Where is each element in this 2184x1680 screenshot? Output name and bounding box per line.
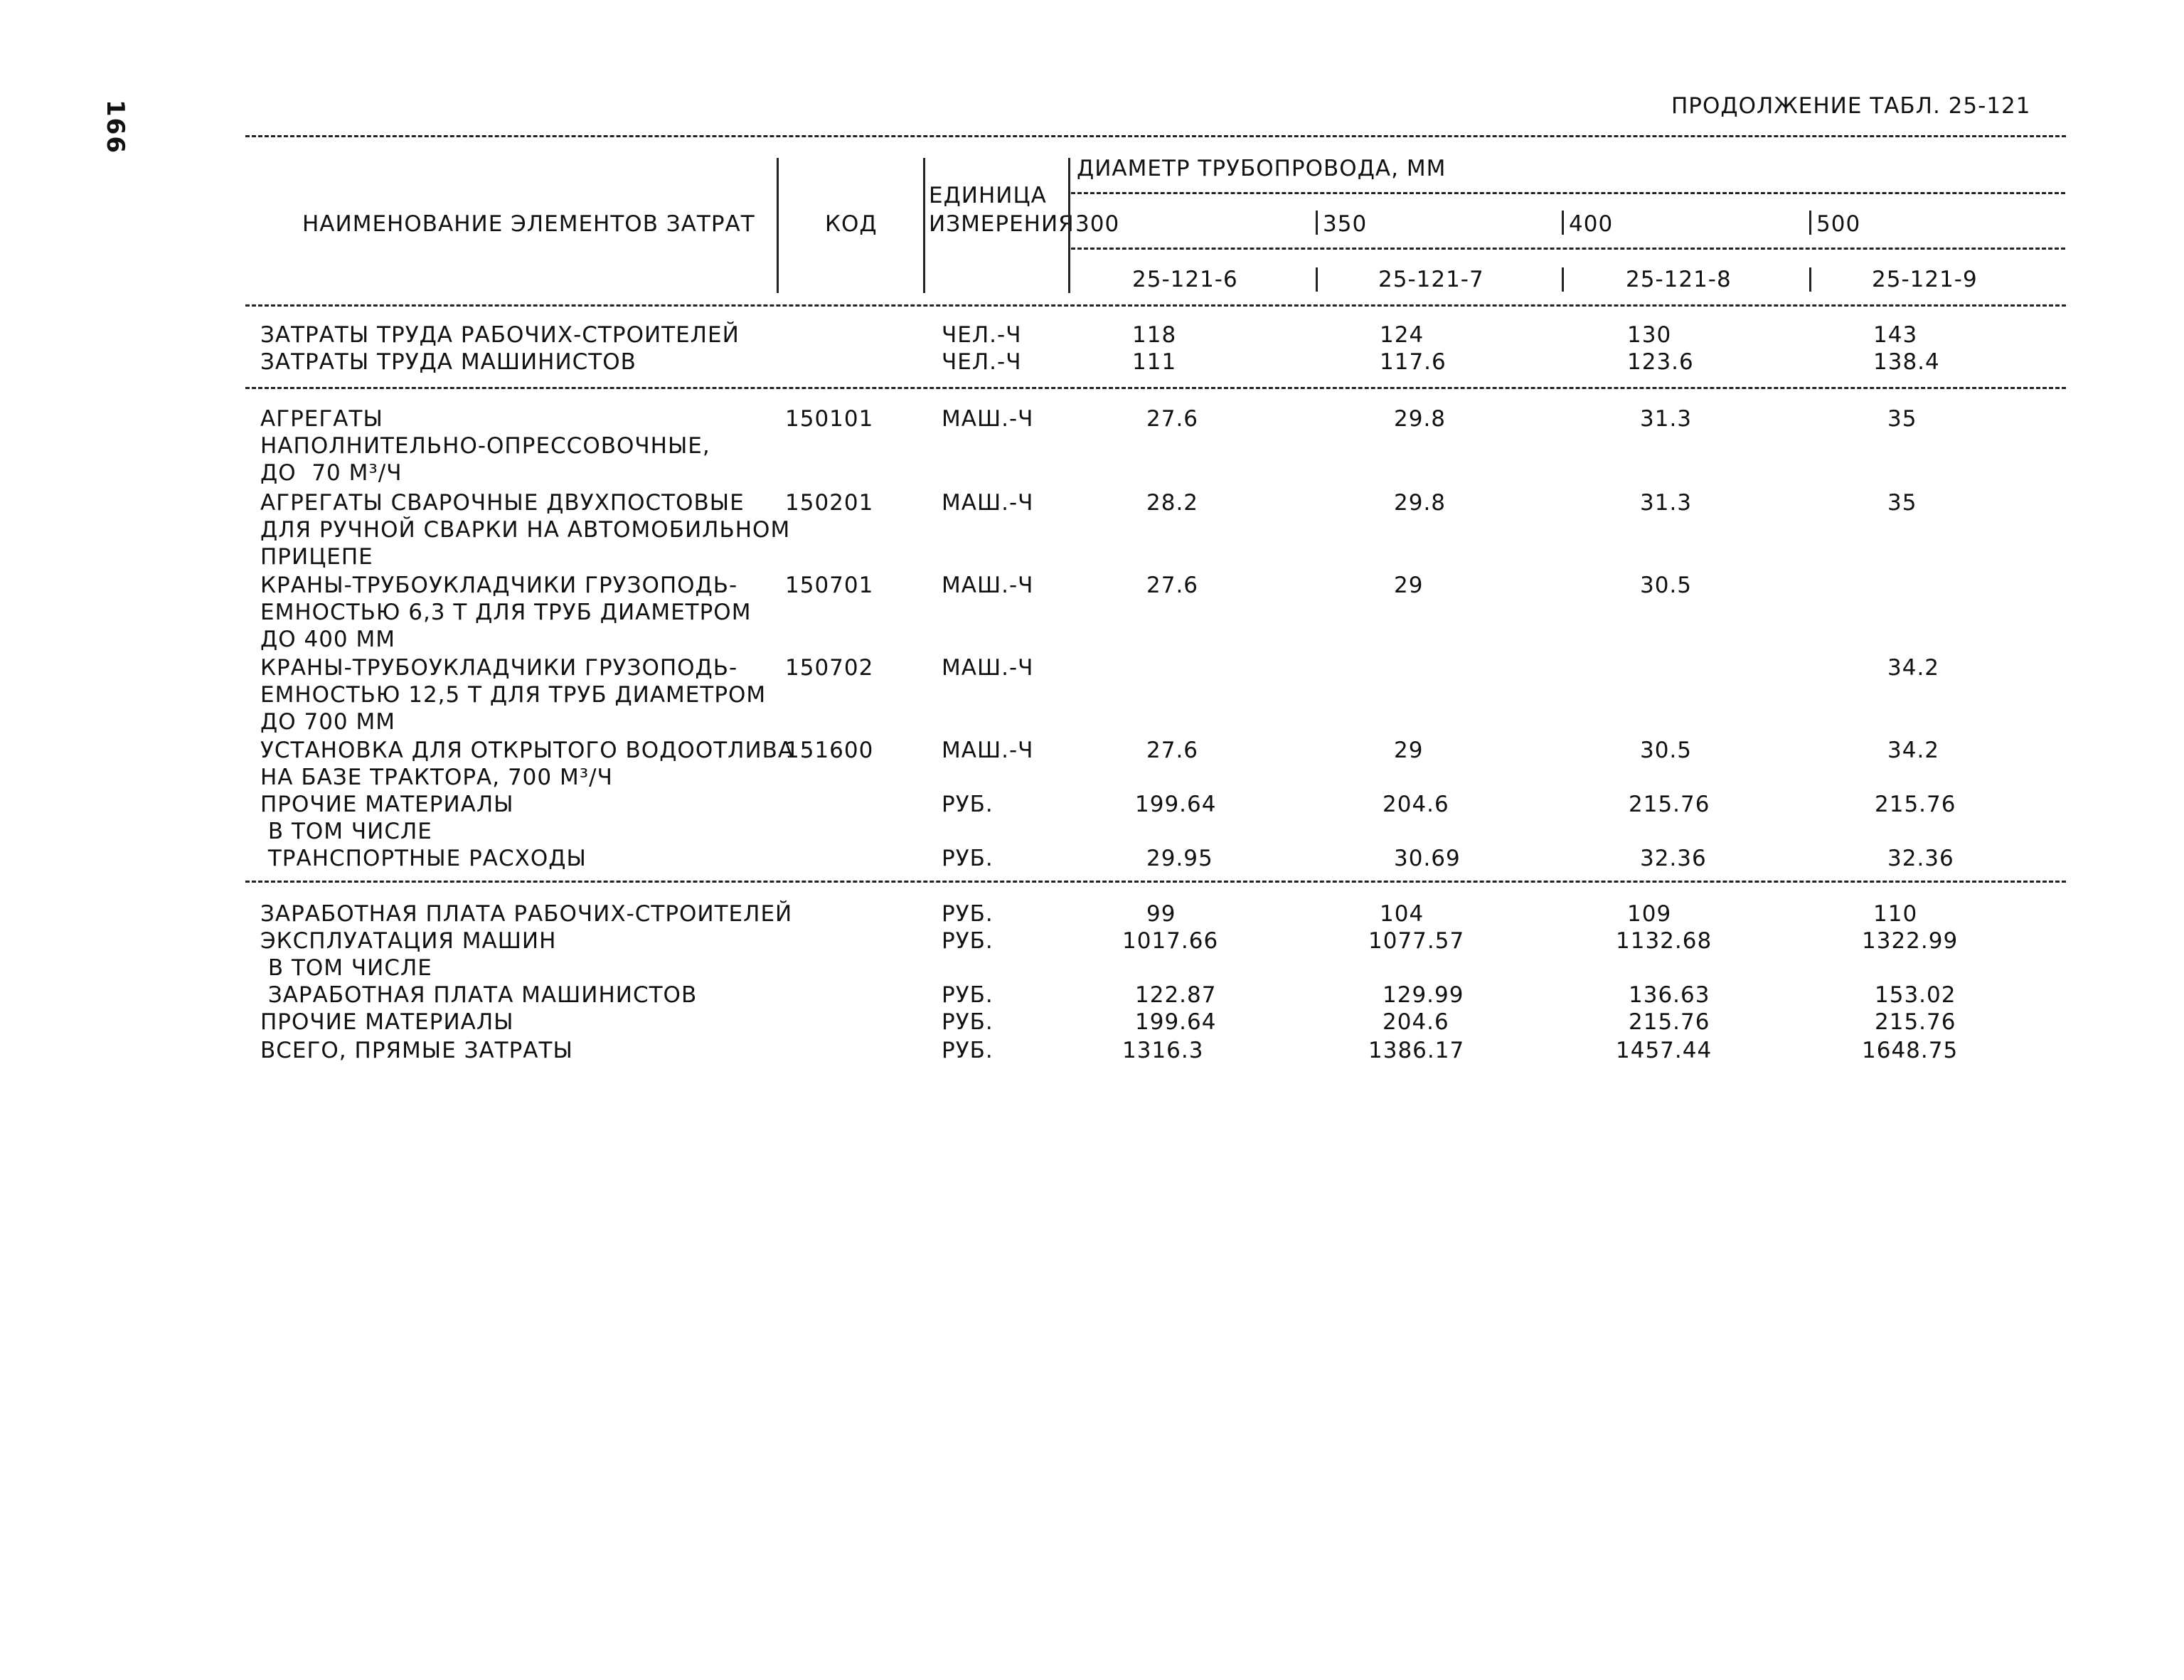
row-value: 31.3 bbox=[1640, 490, 1693, 516]
continuation-title: ПРОДОЛЖЕНИЕ ТАБЛ. 25-121 bbox=[1671, 93, 2031, 119]
row-code: 150101 bbox=[785, 406, 874, 432]
row-name: НАПОЛНИТЕЛЬНО-ОПРЕССОВОЧНЫЕ, bbox=[260, 433, 710, 459]
rule-top bbox=[245, 135, 2066, 137]
row-value: 123.6 bbox=[1627, 349, 1694, 375]
row-value: 29.95 bbox=[1146, 846, 1213, 871]
row-value: 1316.3 bbox=[1122, 1038, 1204, 1063]
row-name: ДО 700 ММ bbox=[260, 709, 395, 735]
row-value: 129.99 bbox=[1383, 982, 1464, 1008]
row-value: 34.2 bbox=[1887, 738, 1940, 763]
row-value: 30.5 bbox=[1640, 738, 1693, 763]
row-value: 136.63 bbox=[1629, 982, 1710, 1008]
row-value: 29 bbox=[1394, 738, 1424, 763]
header-code-column: КОД bbox=[825, 211, 878, 237]
row-value: 30.5 bbox=[1640, 573, 1693, 598]
row-name: ЗАРАБОТНАЯ ПЛАТА РАБОЧИХ-СТРОИТЕЛЕЙ bbox=[260, 901, 793, 927]
row-name: ЗАТРАТЫ ТРУДА РАБОЧИХ-СТРОИТЕЛЕЙ bbox=[260, 322, 740, 348]
row-value: 35 bbox=[1887, 406, 1917, 432]
row-value: 118 bbox=[1132, 322, 1177, 348]
code-25-121-9: 25-121-9 bbox=[1872, 267, 1978, 292]
row-value: 215.76 bbox=[1629, 1009, 1710, 1035]
row-name: ПРОЧИЕ МАТЕРИАЛЫ bbox=[260, 1009, 514, 1035]
row-name: ЭКСПЛУАТАЦИЯ МАШИН bbox=[260, 928, 557, 954]
row-code: 151600 bbox=[785, 738, 874, 763]
row-value: 29 bbox=[1394, 573, 1424, 598]
row-value: 32.36 bbox=[1640, 846, 1707, 871]
row-value: 35 bbox=[1887, 490, 1917, 516]
row-name: АГРЕГАТЫ СВАРОЧНЫЕ ДВУХПОСТОВЫЕ bbox=[260, 490, 745, 516]
row-name: ТРАНСПОРТНЫЕ РАСХОДЫ bbox=[260, 846, 587, 871]
row-name: ВСЕГО, ПРЯМЫЕ ЗАТРАТЫ bbox=[260, 1038, 573, 1063]
row-value: 204.6 bbox=[1383, 1009, 1449, 1035]
diameter-400: 400 bbox=[1569, 211, 1614, 237]
row-code: 150701 bbox=[785, 573, 874, 598]
row-name: ПРОЧИЕ МАТЕРИАЛЫ bbox=[260, 792, 514, 817]
row-value: 109 bbox=[1627, 901, 1672, 927]
row-name: КРАНЫ-ТРУБОУКЛАДЧИКИ ГРУЗОПОДЬ- bbox=[260, 655, 738, 681]
header-unit-line2: ИЗМЕРЕНИЯ bbox=[929, 211, 1075, 237]
rule-header-inner bbox=[1071, 248, 2065, 250]
row-name: НА БАЗЕ ТРАКТОРА, 700 М³/Ч bbox=[260, 765, 613, 790]
row-name: ЗАРАБОТНАЯ ПЛАТА МАШИНИСТОВ bbox=[260, 982, 698, 1008]
header-diameter-title: ДИАМЕТР ТРУБОПРОВОДА, ММ bbox=[1077, 156, 1447, 181]
row-unit: РУБ. bbox=[942, 1009, 994, 1035]
code-25-121-6: 25-121-6 bbox=[1132, 267, 1238, 292]
row-name: АГРЕГАТЫ bbox=[260, 406, 383, 432]
row-value: 117.6 bbox=[1380, 349, 1447, 375]
row-name: ДЛЯ РУЧНОЙ СВАРКИ НА АВТОМОБИЛЬНОМ bbox=[260, 517, 791, 543]
row-value: 215.76 bbox=[1875, 1009, 1956, 1035]
header-divider bbox=[1809, 211, 1811, 235]
row-value: 99 bbox=[1146, 901, 1176, 927]
row-value: 30.69 bbox=[1394, 846, 1461, 871]
row-value: 1386.17 bbox=[1368, 1038, 1465, 1063]
row-unit: РУБ. bbox=[942, 928, 994, 954]
row-unit: МАШ.-Ч bbox=[942, 573, 1034, 598]
header-divider bbox=[1316, 211, 1318, 235]
row-value: 104 bbox=[1380, 901, 1424, 927]
row-unit: РУБ. bbox=[942, 982, 994, 1008]
row-value: 1457.44 bbox=[1616, 1038, 1712, 1063]
header-unit-line1: ЕДИНИЦА bbox=[929, 183, 1047, 208]
header-divider bbox=[1316, 267, 1318, 292]
header-divider bbox=[1809, 267, 1811, 292]
row-value: 34.2 bbox=[1887, 655, 1940, 681]
row-code: 150201 bbox=[785, 490, 874, 516]
page-number: 166 bbox=[101, 100, 129, 154]
row-name: УСТАНОВКА ДЛЯ ОТКРЫТОГО ВОДООТЛИВА bbox=[260, 738, 794, 763]
row-value: 130 bbox=[1627, 322, 1672, 348]
row-unit: РУБ. bbox=[942, 846, 994, 871]
header-divider bbox=[1562, 267, 1564, 292]
row-value: 1132.68 bbox=[1616, 928, 1712, 954]
header-divider bbox=[923, 158, 925, 293]
rule-header-inner bbox=[1071, 192, 2065, 194]
code-25-121-7: 25-121-7 bbox=[1378, 267, 1484, 292]
row-value: 143 bbox=[1873, 322, 1918, 348]
row-value: 31.3 bbox=[1640, 406, 1693, 432]
code-25-121-8: 25-121-8 bbox=[1626, 267, 1732, 292]
row-unit: ЧЕЛ.-Ч bbox=[942, 349, 1022, 375]
row-name: ДО 70 М³/Ч bbox=[260, 460, 403, 486]
row-value: 111 bbox=[1132, 349, 1177, 375]
row-unit: ЧЕЛ.-Ч bbox=[942, 322, 1022, 348]
row-value: 28.2 bbox=[1146, 490, 1199, 516]
row-unit: РУБ. bbox=[942, 901, 994, 927]
row-value: 29.8 bbox=[1394, 406, 1447, 432]
row-value: 110 bbox=[1873, 901, 1918, 927]
row-value: 27.6 bbox=[1146, 573, 1199, 598]
row-value: 204.6 bbox=[1383, 792, 1449, 817]
diameter-500: 500 bbox=[1816, 211, 1861, 237]
row-value: 1322.99 bbox=[1862, 928, 1959, 954]
row-name: ЕМНОСТЬЮ 6,3 Т ДЛЯ ТРУБ ДИАМЕТРОМ bbox=[260, 600, 752, 625]
row-code: 150702 bbox=[785, 655, 874, 681]
row-value: 1648.75 bbox=[1862, 1038, 1959, 1063]
rule-header-bottom bbox=[245, 304, 2066, 307]
row-value: 1077.57 bbox=[1368, 928, 1465, 954]
row-name: КРАНЫ-ТРУБОУКЛАДЧИКИ ГРУЗОПОДЬ- bbox=[260, 573, 738, 598]
row-value: 122.87 bbox=[1135, 982, 1217, 1008]
row-value: 215.76 bbox=[1629, 792, 1710, 817]
rule-section2-bottom bbox=[245, 881, 2066, 883]
row-value: 124 bbox=[1380, 322, 1424, 348]
row-value: 199.64 bbox=[1135, 792, 1217, 817]
diameter-350: 350 bbox=[1323, 211, 1368, 237]
row-value: 138.4 bbox=[1873, 349, 1940, 375]
row-unit: РУБ. bbox=[942, 792, 994, 817]
header-divider bbox=[1068, 158, 1070, 293]
row-name: ЕМНОСТЬЮ 12,5 Т ДЛЯ ТРУБ ДИАМЕТРОМ bbox=[260, 682, 767, 708]
row-unit: МАШ.-Ч bbox=[942, 655, 1034, 681]
row-unit: РУБ. bbox=[942, 1038, 994, 1063]
row-value: 27.6 bbox=[1146, 738, 1199, 763]
header-divider bbox=[1562, 211, 1564, 235]
row-value: 199.64 bbox=[1135, 1009, 1217, 1035]
row-value: 29.8 bbox=[1394, 490, 1447, 516]
row-unit: МАШ.-Ч bbox=[942, 490, 1034, 516]
row-unit: МАШ.-Ч bbox=[942, 738, 1034, 763]
diameter-300: 300 bbox=[1075, 211, 1120, 237]
row-value: 215.76 bbox=[1875, 792, 1956, 817]
row-name: В ТОМ ЧИСЛЕ bbox=[260, 819, 432, 844]
row-value: 1017.66 bbox=[1122, 928, 1219, 954]
rule-section1-bottom bbox=[245, 387, 2066, 389]
row-name: В ТОМ ЧИСЛЕ bbox=[260, 955, 432, 981]
header-divider bbox=[777, 158, 779, 293]
row-name: ПРИЦЕПЕ bbox=[260, 544, 373, 570]
row-value: 27.6 bbox=[1146, 406, 1199, 432]
row-name: ЗАТРАТЫ ТРУДА МАШИНИСТОВ bbox=[260, 349, 636, 375]
header-name-column: НАИМЕНОВАНИЕ ЭЛЕМЕНТОВ ЗАТРАТ bbox=[302, 211, 755, 237]
row-name: ДО 400 ММ bbox=[260, 627, 395, 652]
row-unit: МАШ.-Ч bbox=[942, 406, 1034, 432]
row-value: 153.02 bbox=[1875, 982, 1956, 1008]
row-value: 32.36 bbox=[1887, 846, 1954, 871]
